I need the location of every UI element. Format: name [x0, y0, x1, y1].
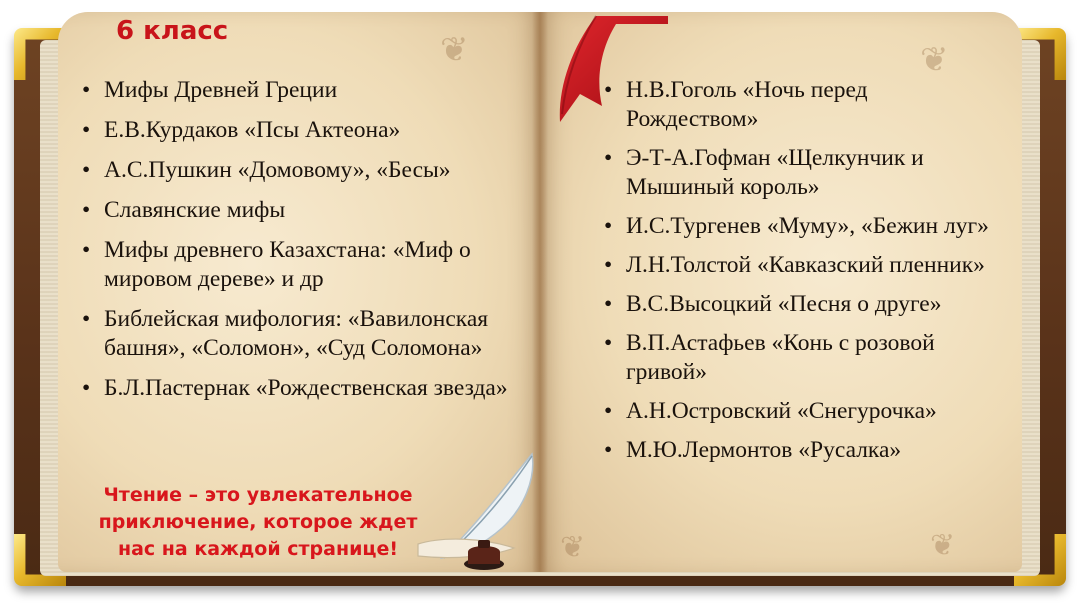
flourish-ornament-icon: ❦: [930, 528, 956, 563]
list-item: • Л.Н.Толстой «Кавказский пленник»: [602, 251, 1002, 280]
bookmark-ribbon-icon: [556, 10, 676, 160]
reading-list-left: [80, 76, 520, 414]
list-item: • В.С.Высоцкий «Песня о друге»: [602, 290, 1002, 319]
list-item: • Мифы Древней Греции: [80, 76, 520, 105]
list-item: • Библейская мифология: «Вавилонская башня», «Соломон», «Суд Соломона»: [80, 305, 520, 363]
quill-inkwell-icon: [414, 448, 554, 578]
flourish-ornament-icon: ❦: [440, 30, 469, 70]
reading-slogan: Чтение – это увлекательное приключение, которое ждет нас на каждой странице!: [98, 484, 418, 560]
list-item: • И.С.Тургенев «Муму», «Бежин луг»: [602, 212, 1002, 241]
list-item: • Э-Т-А.Гофман «Щелкунчик и Мышиный король»: [602, 144, 1002, 202]
list-item: • Е.В.Курдаков «Псы Актеона»: [80, 116, 520, 145]
list-item: • Н.В.Гоголь «Ночь перед Рождеством»: [602, 76, 1002, 134]
flourish-ornament-icon: ❦: [920, 40, 949, 80]
list-item: • М.Ю.Лермонтов «Русалка»: [602, 436, 1002, 465]
list-item: • А.Н.Островский «Снегурочка»: [602, 397, 1002, 426]
list-item: • Славянские мифы: [80, 196, 520, 225]
list-item: • Б.Л.Пастернак «Рождественская звезда»: [80, 374, 520, 403]
list-item: • Мифы древнего Казахстана: «Миф о мировом дереве» и др: [80, 236, 520, 294]
list-item: • А.С.Пушкин «Домовому», «Бесы»: [80, 156, 520, 185]
flourish-ornament-icon: ❦: [560, 530, 586, 565]
list-item: • В.П.Астафьев «Конь с розовой гривой»: [602, 329, 1002, 387]
page-title: 6 класс: [116, 16, 229, 46]
